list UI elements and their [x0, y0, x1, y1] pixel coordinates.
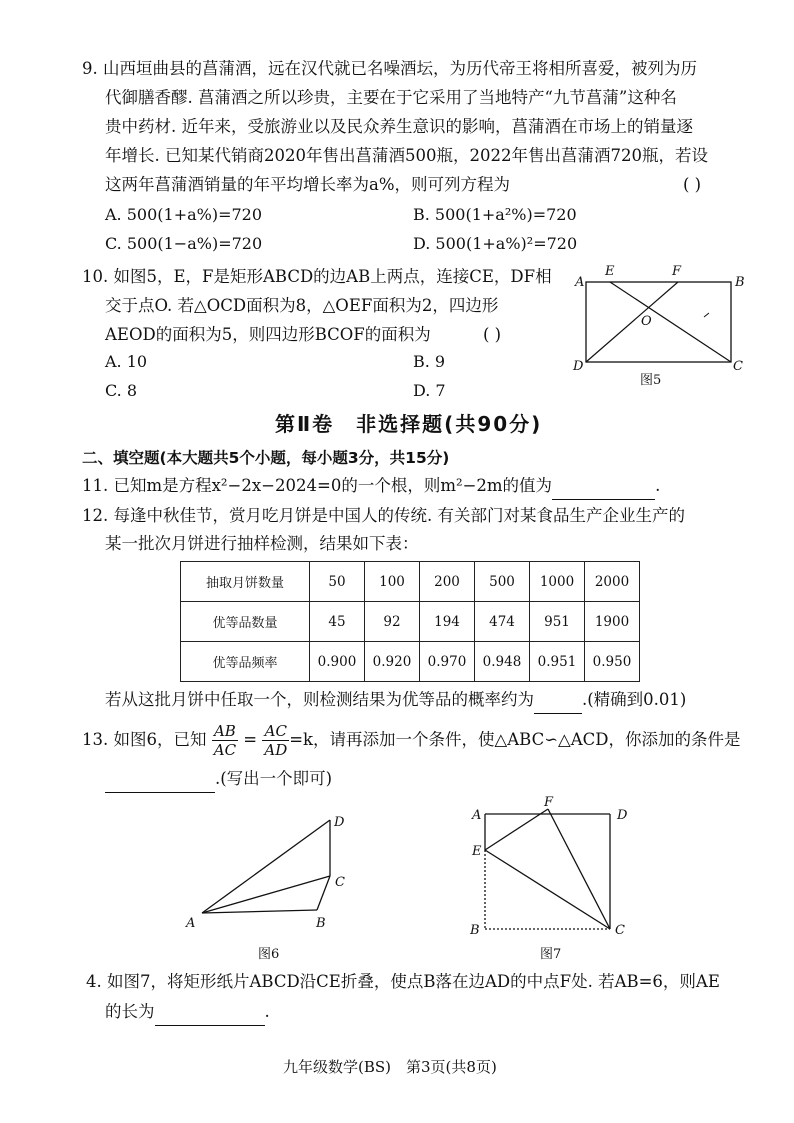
- table-cell: 50: [310, 562, 365, 602]
- label-c: C: [615, 923, 625, 938]
- label-d: D: [573, 359, 584, 374]
- q9-option-a: A. 500(1+a%)=720: [105, 205, 263, 224]
- table-cell: 45: [310, 602, 365, 642]
- label-f: F: [672, 264, 682, 279]
- stray-mark: [704, 313, 709, 317]
- table-cell: 优等品数量: [181, 602, 310, 642]
- q9-line-3: 贵中药材. 近年来，受旅游业以及民众养生意识的影响，菖蒲酒在市场上的销量逐: [105, 117, 693, 136]
- label-c: C: [733, 359, 743, 374]
- q10-option-a: A. 10: [105, 352, 148, 371]
- label-c: C: [335, 875, 345, 890]
- label-d: D: [334, 815, 345, 830]
- segment-cb: [317, 876, 330, 910]
- q9-option-b: B. 500(1+a²%)=720: [413, 205, 577, 224]
- q14-answer-blank: [155, 1007, 265, 1026]
- q9-option-d: D. 500(1+a%)²=720: [413, 234, 578, 253]
- q10-line-3: AEOD的面积为5，则四边形BCOF的面积为: [105, 325, 431, 344]
- table-cell: 951: [530, 602, 585, 642]
- q14-end: .: [264, 1002, 270, 1021]
- segment-fc: [548, 809, 610, 929]
- q10-option-b: B. 9: [413, 352, 446, 371]
- fraction-ab-ac: [212, 722, 238, 759]
- section-2-heading: 二、填空题(本大题共5个小题，每小题3分，共15分): [82, 449, 450, 467]
- q10-option-c: C. 8: [105, 381, 138, 400]
- question-9: [82, 54, 732, 199]
- q13-line-2: [105, 765, 332, 793]
- q10-line-1: 10. 如图5，E，F是矩形ABCD的边AB上两点，连接CE，DF相: [82, 267, 552, 286]
- table-cell: 0.970: [420, 642, 475, 682]
- frac2-numerator: AC: [262, 722, 289, 741]
- label-o: O: [641, 314, 652, 329]
- q10-answer-paren: ( ): [483, 325, 502, 344]
- q13-suffix: =k，请再添加一个条件，使△ABC∽△ACD，你添加的条件是: [289, 730, 741, 749]
- q12-line-1: 12. 每逢中秋佳节，赏月吃月饼是中国人的传统. 有关部门对某食品生产企业生产的: [82, 506, 685, 525]
- q10-option-d: D. 7: [413, 381, 446, 400]
- q9-line-5: 这两年菖蒲酒销量的年平均增长率为a%，则可列方程为: [105, 175, 511, 194]
- q12-after-end: .(精确到0.01): [582, 690, 687, 709]
- page-footer: 九年级数学(BS) 第3页(共8页): [283, 1058, 497, 1076]
- segment-ce: [610, 282, 731, 362]
- q12-table: [180, 561, 640, 682]
- q9-line-4: 年增长. 已知某代销商2020年售出菖蒲酒500瓶，2022年售出菖蒲酒720瓶，若设: [105, 146, 708, 165]
- q12-after-text: 若从这批月饼中任取一个，则检测结果为优等品的概率约为: [105, 690, 534, 709]
- figure-7-caption: 图7: [540, 947, 562, 962]
- table-cell: 抽取月饼数量: [181, 562, 310, 602]
- table-cell: 194: [420, 602, 475, 642]
- q9-line-1: 9. 山西垣曲县的菖蒲酒，远在汉代就已名噪酒坛，为历代帝王将相所喜爱，被列为历: [82, 59, 697, 78]
- q12-answer-blank: [534, 695, 582, 714]
- table-cell: 500: [475, 562, 530, 602]
- frac1-denominator: AC: [213, 741, 237, 759]
- q11-text: 11. 已知m是方程x²−2x−2024=0的一个根，则m²−2m的值为: [82, 476, 553, 495]
- label-d: D: [617, 808, 628, 823]
- section-2-title: 第Ⅱ卷 非选择题(共90分): [275, 412, 543, 436]
- table-row: [181, 602, 640, 642]
- fraction-ac-ad: [262, 722, 289, 759]
- table-cell: 100: [365, 562, 420, 602]
- segment-ef: [485, 809, 548, 850]
- question-13: [82, 720, 741, 760]
- frac2-denominator: AD: [264, 741, 288, 759]
- label-f: F: [544, 795, 554, 810]
- q9-line-2: 代御膳香醪. 菖蒲酒之所以珍贵，主要在于它采用了当地特产“九节菖蒲”这种名: [105, 88, 677, 107]
- segment-df: [586, 282, 678, 362]
- segment-ab: [202, 910, 317, 913]
- q11-end: .: [655, 476, 661, 495]
- q11-answer-blank: [552, 481, 655, 500]
- label-e: E: [472, 844, 482, 859]
- table-cell: 2000: [585, 562, 640, 602]
- table-cell: 优等品频率: [181, 642, 310, 682]
- figure-6: [180, 806, 360, 966]
- frac1-numerator: AB: [212, 722, 238, 741]
- table-row: [181, 562, 640, 602]
- segment-ec: [485, 850, 610, 929]
- label-a: A: [575, 275, 585, 290]
- table-cell: 0.948: [475, 642, 530, 682]
- q13-prefix: 13. 如图6，已知: [82, 730, 207, 749]
- figure-5: [568, 262, 748, 392]
- table-cell: 1900: [585, 602, 640, 642]
- rectangle-abcd: [586, 282, 731, 362]
- q9-answer-paren: ( ): [683, 175, 702, 194]
- figure-6-caption: 图6: [258, 947, 280, 962]
- q9-option-c: C. 500(1−a%)=720: [105, 234, 263, 253]
- table-cell: 0.900: [310, 642, 365, 682]
- table-cell: 1000: [530, 562, 585, 602]
- q10-line-2: 交于点O. 若△OCD面积为8，△OEF面积为2，四边形: [105, 296, 499, 315]
- figure-5-caption: 图5: [640, 373, 662, 388]
- label-b: B: [735, 275, 745, 290]
- q13-answer-blank: [105, 774, 215, 793]
- q13-equals: =: [243, 730, 258, 749]
- table-cell: 0.950: [585, 642, 640, 682]
- label-e: E: [605, 264, 615, 279]
- segment-ac: [202, 876, 330, 913]
- segment-ad: [202, 820, 330, 913]
- figure-7: [462, 794, 642, 966]
- table-row: [181, 642, 640, 682]
- table-cell: 0.951: [530, 642, 585, 682]
- label-a: A: [186, 916, 196, 931]
- table-cell: 0.920: [365, 642, 420, 682]
- q12-line-2: 某一批次月饼进行抽样检测，结果如下表：: [105, 534, 419, 553]
- q14-line-1: 4. 如图7，将矩形纸片ABCD沿CE折叠，使点B落在边AD的中点F处. 若AB=6，则AE: [86, 972, 720, 991]
- table-cell: 92: [365, 602, 420, 642]
- question-11: [82, 472, 660, 500]
- table-cell: 474: [475, 602, 530, 642]
- label-b: B: [470, 923, 480, 938]
- q14-line-2: [105, 998, 270, 1026]
- label-a: A: [472, 808, 482, 823]
- table-cell: 200: [420, 562, 475, 602]
- q12-question: [105, 686, 686, 714]
- q13-line2-end: .(写出一个即可): [215, 769, 333, 788]
- q14-line2-text: 的长为: [105, 1002, 155, 1021]
- label-b: B: [316, 916, 326, 931]
